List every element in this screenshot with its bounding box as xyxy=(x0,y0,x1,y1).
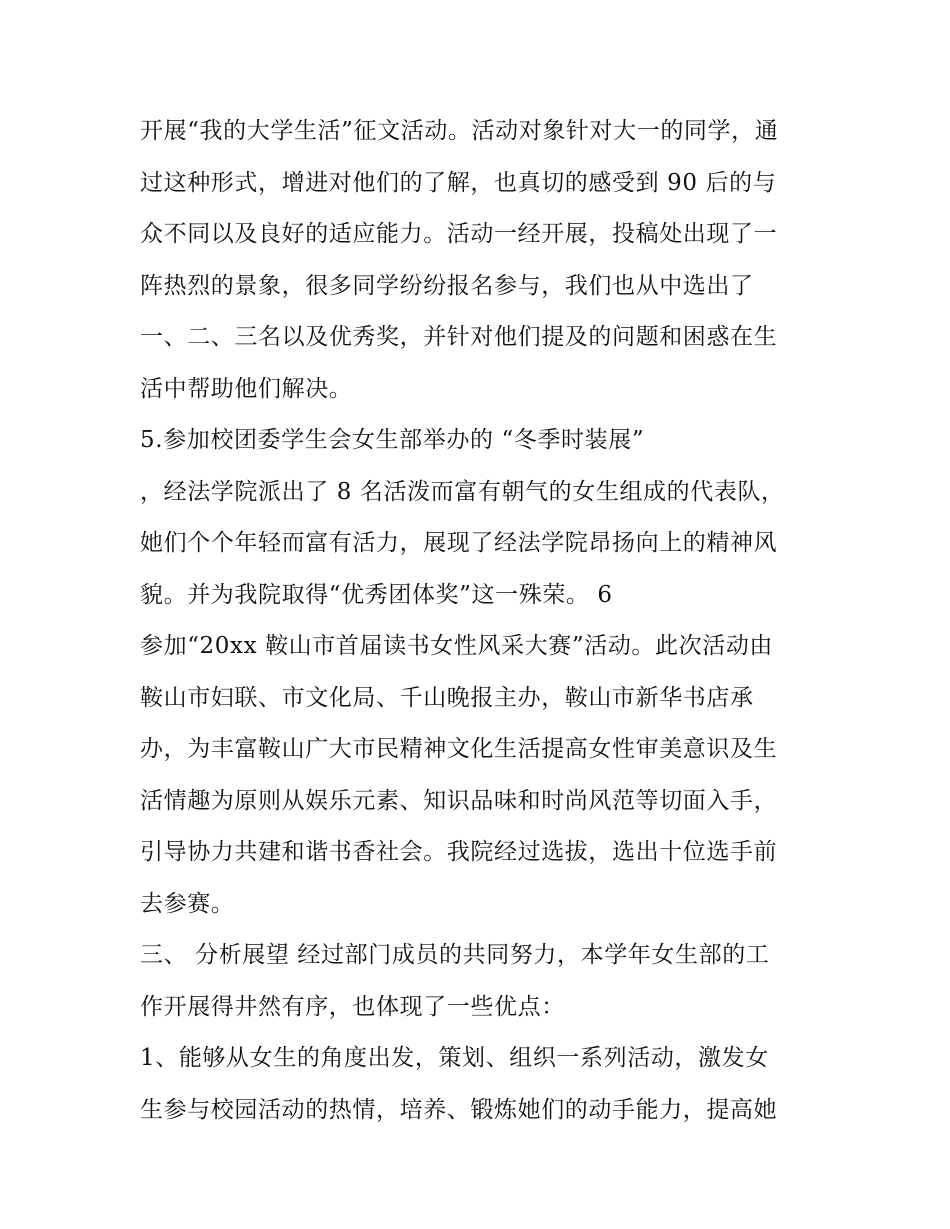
text-line: 5.参加校团委学生会女生部举办的 “冬季时装展” xyxy=(140,427,645,453)
text-line: 众不同以及良好的适应能力。活动一经开展，投稿处出现了一 xyxy=(140,221,778,247)
text-line: 办，为丰富鞍山广大市民精神文化生活提高女性审美意识及生 xyxy=(140,736,778,762)
text-line: 活中帮助他们解决。 xyxy=(140,375,353,402)
text-line: 她们个个年轻而富有活力，展现了经法学院昂扬向上的精神风 xyxy=(140,530,778,556)
text-line: 引导协力共建和谐书香社会。我院经过选拔，选出十位选手前 xyxy=(140,839,778,865)
text-line: ，经法学院派出了 8 名活泼而富有朝气的女生组成的代表队， xyxy=(140,478,785,505)
text-line: 阵热烈的景象，很多同学纷纷报名参与，我们也从中选出了 xyxy=(140,272,754,299)
body-text xyxy=(140,106,820,1136)
text-line: 过这种形式，增进对他们的了解，也真切的感受到 90 后的与 xyxy=(140,169,777,196)
text-line: 一、二、三名以及优秀奖，并针对他们提及的问题和困惑在生 xyxy=(140,324,778,350)
text-line: 去参赛。 xyxy=(140,890,235,917)
text-line: 三、 分析展望 经过部门成员的共同努力，本学年女生部的工 xyxy=(140,942,770,968)
text-line: 貌。并为我院取得“优秀团体奖”这一殊荣。 6 xyxy=(140,581,613,608)
text-line: 活情趣为原则从娱乐元素、知识品味和时尚风范等切面入手， xyxy=(140,787,778,814)
text-line: 1、能够从女生的角度出发，策划、组织一系列活动，激发女 xyxy=(140,1045,769,1071)
text-line: 作开展得井然有序，也体现了一些优点： xyxy=(140,993,565,1020)
text-line: 鞍山市妇联、市文化局、千山晚报主办，鞍山市新华书店承 xyxy=(140,684,754,711)
text-line: 生参与校园活动的热情，培养、锻炼她们的动手能力，提高她 xyxy=(140,1096,778,1123)
text-line: 开展“我的大学生活”征文活动。活动对象针对大一的同学，通 xyxy=(140,118,779,144)
text-line: 参加“20xx 鞍山市首届读书女性风采大赛”活动。此次活动由 xyxy=(140,633,774,659)
